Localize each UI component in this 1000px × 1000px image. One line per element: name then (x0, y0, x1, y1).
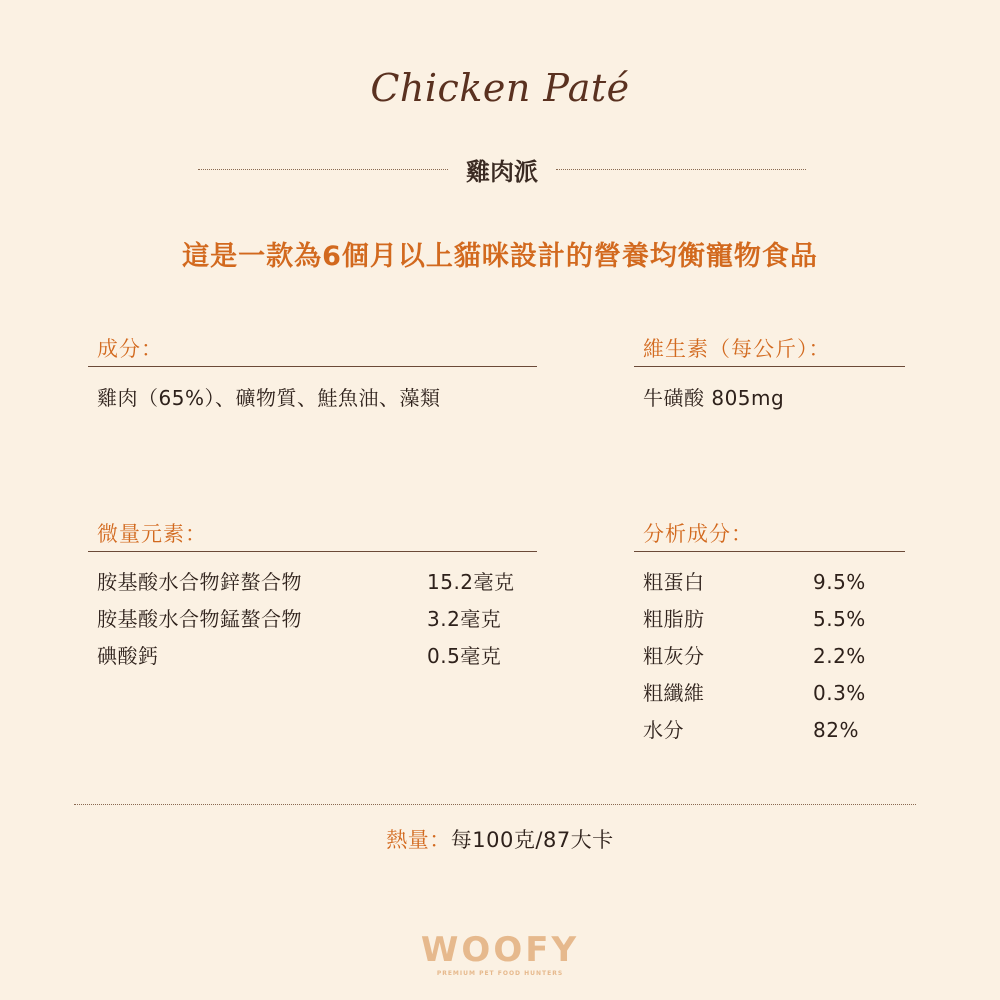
trace-element-name: 胺基酸水合物錳螯合物 (97, 607, 302, 631)
dotted-divider-left (198, 169, 448, 170)
ingredients-section (88, 332, 537, 417)
trace-elements-section (88, 517, 537, 675)
product-tagline: 這是一款為6個月以上貓咪設計的營養均衡寵物食品 (182, 241, 818, 272)
brand-logo (0, 932, 1000, 977)
ingredients-heading: 成分： (88, 332, 537, 367)
trace-elements-heading: 微量元素： (88, 517, 537, 552)
trace-element-row (97, 638, 537, 675)
logo-tagline: PREMIUM PET FOOD HUNTERS (436, 970, 564, 977)
analysis-heading: 分析成分： (634, 517, 905, 552)
logo-wordmark: WOOFY (420, 930, 580, 970)
ingredients-text: 雞肉（65%）、礦物質、鮭魚油、藻類 (97, 386, 441, 410)
dotted-divider-bottom (74, 804, 916, 805)
trace-element-name: 碘酸鈣 (97, 644, 159, 668)
vitamins-heading: 維生素（每公斤）： (634, 332, 905, 367)
energy-line (0, 824, 1000, 854)
trace-element-row (97, 601, 537, 638)
analysis-name: 粗纖維 (643, 681, 705, 705)
product-title: Chicken Paté (370, 66, 630, 110)
analysis-row (643, 675, 905, 712)
analysis-value: 9.5% (813, 570, 866, 594)
trace-element-name: 胺基酸水合物鋅螯合物 (97, 570, 302, 594)
analysis-row (643, 564, 905, 601)
trace-element-row (97, 564, 537, 601)
energy-label: 熱量： (386, 828, 451, 852)
analysis-name: 粗灰分 (643, 644, 705, 668)
analysis-value: 0.3% (813, 681, 866, 705)
analysis-value: 5.5% (813, 607, 866, 631)
analysis-value: 2.2% (813, 644, 866, 668)
subtitle-row (198, 152, 806, 187)
dotted-divider-right (556, 169, 806, 170)
analysis-row (643, 638, 905, 675)
analysis-value: 82% (813, 718, 859, 742)
trace-element-value: 15.2毫克 (427, 570, 515, 594)
product-subtitle: 雞肉派 (466, 158, 538, 186)
analysis-row (643, 712, 905, 749)
trace-element-value: 3.2毫克 (427, 607, 502, 631)
analysis-name: 粗脂肪 (643, 607, 705, 631)
energy-value: 每100克/87大卡 (450, 828, 614, 852)
vitamins-section (634, 332, 905, 417)
analysis-section (634, 517, 905, 749)
analysis-name: 粗蛋白 (643, 570, 705, 594)
analysis-name: 水分 (643, 718, 684, 742)
analysis-row (643, 601, 905, 638)
trace-element-value: 0.5毫克 (427, 644, 502, 668)
vitamin-item: 牛磺酸 805mg (643, 386, 785, 410)
